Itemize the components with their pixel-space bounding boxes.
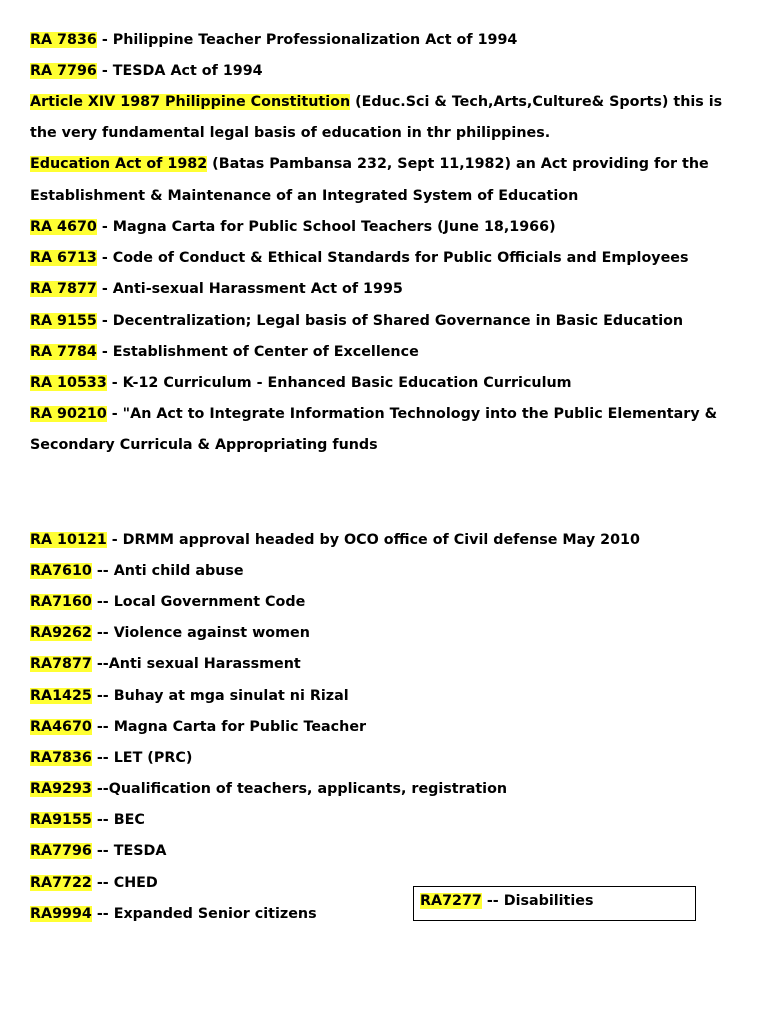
law-code: RA 7796	[30, 63, 97, 79]
law-code: RA7277	[420, 893, 482, 909]
law-description: - TESDA Act of 1994	[96, 63, 263, 79]
law-description: - "An Act to Integrate Information Technology into the Public Elementary &	[106, 406, 718, 422]
law-description: -- TESDA	[91, 843, 167, 859]
law-entry	[30, 249, 689, 267]
law-entry	[30, 624, 310, 642]
law-entry	[30, 155, 709, 173]
law-code: RA9262	[30, 625, 92, 641]
law-code: RA9155	[30, 812, 92, 828]
law-description: -- Expanded Senior citizens	[91, 906, 317, 922]
law-description: -- Violence against women	[91, 625, 310, 641]
law-entry	[420, 892, 594, 910]
law-description: - Code of Conduct & Ethical Standards for Public Officials and Employees	[96, 250, 689, 266]
boxed-law-entry	[413, 886, 696, 921]
law-description: -- Disabilities	[481, 893, 594, 909]
law-description: - K-12 Curriculum - Enhanced Basic Education Curriculum	[106, 375, 572, 391]
law-code: RA 90210	[30, 406, 107, 422]
law-description: -- CHED	[91, 875, 158, 891]
law-entry	[30, 343, 419, 361]
law-code: RA 7836	[30, 32, 97, 48]
law-description: the very fundamental legal basis of education in thr philippines.	[30, 125, 551, 141]
law-code: RA 10533	[30, 375, 107, 391]
law-code: RA 7877	[30, 281, 97, 297]
law-entry	[30, 62, 263, 80]
law-entry	[30, 905, 317, 923]
law-description: -- Buhay at mga sinulat ni Rizal	[91, 688, 349, 704]
law-entry	[30, 811, 145, 829]
law-description: --Qualification of teachers, applicants, registration	[91, 781, 508, 797]
law-entry	[30, 687, 349, 705]
law-description: -- BEC	[91, 812, 145, 828]
law-code: RA9994	[30, 906, 92, 922]
law-code: RA7877	[30, 656, 92, 672]
law-description: (Educ.Sci & Tech,Arts,Culture& Sports) this is	[350, 94, 723, 110]
law-code: RA7722	[30, 875, 92, 891]
law-description: Secondary Curricula & Appropriating funds	[30, 437, 378, 453]
law-entry	[30, 312, 683, 330]
law-entry	[30, 562, 244, 580]
law-entry-continuation	[30, 187, 578, 205]
law-description: -- Local Government Code	[91, 594, 306, 610]
law-code: Article XIV 1987 Philippine Constitution	[30, 94, 351, 110]
law-entry	[30, 405, 717, 423]
law-code: RA 9155	[30, 313, 97, 329]
law-code: RA1425	[30, 688, 92, 704]
law-entry	[30, 374, 572, 392]
law-description: - Philippine Teacher Professionalization Act of 1994	[96, 32, 518, 48]
law-code: RA7836	[30, 750, 92, 766]
law-description: Establishment & Maintenance of an Integrated System of Education	[30, 188, 579, 204]
law-code: RA 6713	[30, 250, 97, 266]
law-code: RA7610	[30, 563, 92, 579]
law-entry	[30, 655, 301, 673]
law-description: - Magna Carta for Public School Teachers (June 18,1966)	[96, 219, 556, 235]
law-description: -- LET (PRC)	[91, 750, 193, 766]
law-description: - DRMM approval headed by OCO office of Civil defense May 2010	[106, 532, 640, 548]
law-code: RA 4670	[30, 219, 97, 235]
law-entry	[30, 531, 640, 549]
law-entry	[30, 842, 166, 860]
law-description: --Anti sexual Harassment	[91, 656, 301, 672]
law-entry	[30, 218, 556, 236]
law-entry	[30, 93, 722, 111]
law-description: -- Anti child abuse	[91, 563, 244, 579]
law-entry	[30, 718, 366, 736]
law-entry-continuation	[30, 124, 550, 142]
law-description: (Batas Pambansa 232, Sept 11,1982) an Act providing for the	[207, 156, 709, 172]
law-description: - Decentralization; Legal basis of Shared Governance in Basic Education	[96, 313, 684, 329]
law-entry-continuation	[30, 436, 378, 454]
law-entry	[30, 31, 517, 49]
law-description: -- Magna Carta for Public Teacher	[91, 719, 367, 735]
law-code: RA7160	[30, 594, 92, 610]
law-code: RA9293	[30, 781, 92, 797]
law-code: RA4670	[30, 719, 92, 735]
law-description: - Establishment of Center of Excellence	[96, 344, 419, 360]
law-code: RA7796	[30, 843, 92, 859]
law-entry	[30, 780, 507, 798]
law-entry	[30, 593, 305, 611]
law-entry	[30, 280, 403, 298]
law-code: RA 7784	[30, 344, 97, 360]
law-code: RA 10121	[30, 532, 107, 548]
law-description: - Anti-sexual Harassment Act of 1995	[96, 281, 403, 297]
law-code: Education Act of 1982	[30, 156, 208, 172]
law-entry	[30, 749, 192, 767]
law-entry	[30, 874, 158, 892]
